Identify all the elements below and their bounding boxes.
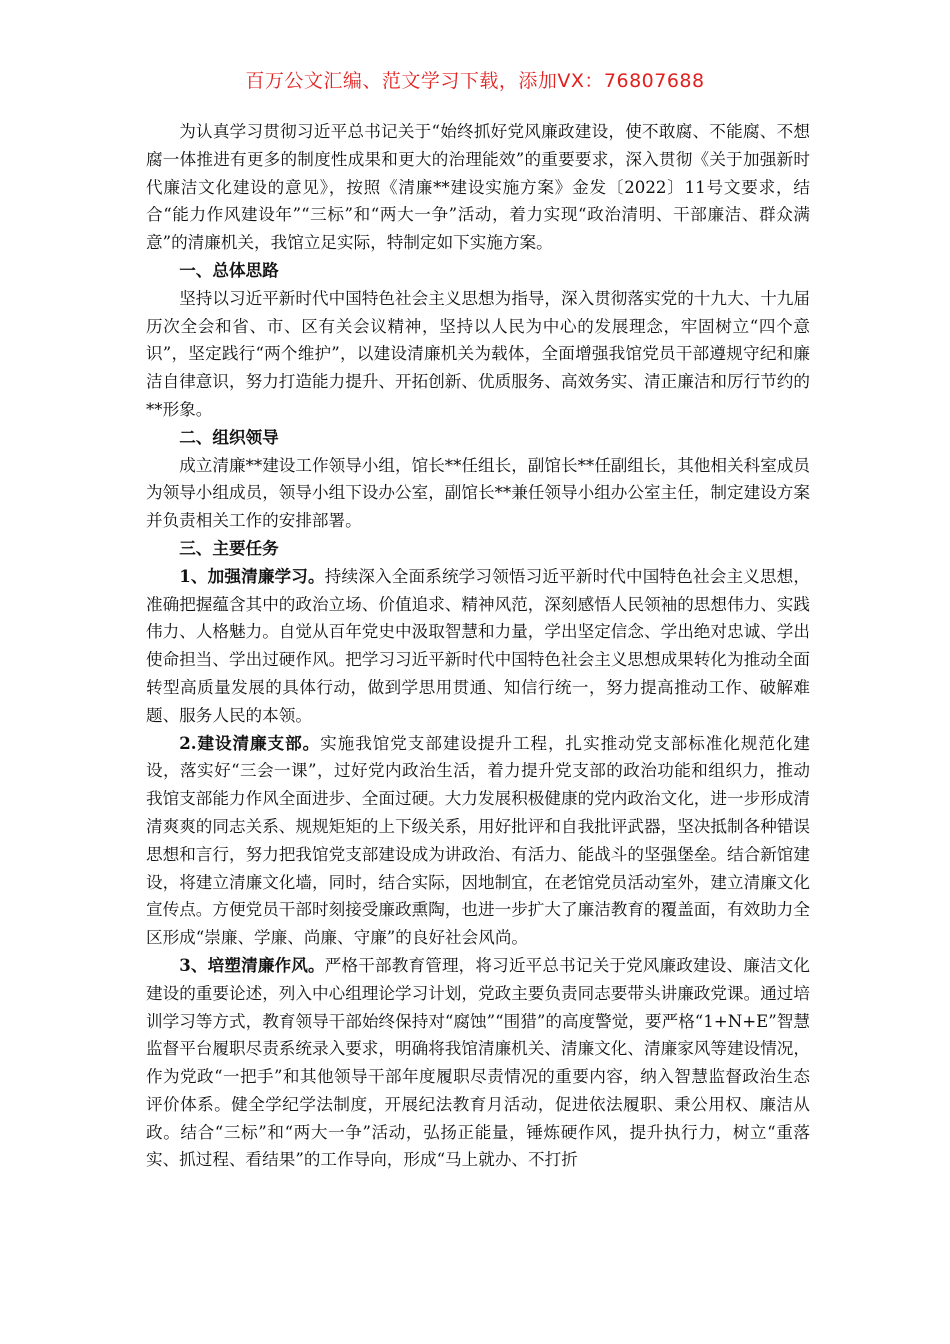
section-heading-overall: 一、总体思路 <box>179 259 279 280</box>
task-text-1: 持续深入全面系统学习领悟习近平新时代中国特色社会主义思想，准确把握蕴含其中的政治立场、价值追求、精神风范，深刻感悟人民领袖的思想伟力、实践伟力、人格魅力。自觉从百年党史中汲取智慧和力量，学出坚定信念、学出绝对忠诚、学出使命担当、学出过硬作风。把学习习近平新时代中国特色社会主义思想成果转化为推动全面转型高质量发展的具体行动，做到学思用贯通、知信行统一，努力提高推动工作、破解难题、服务人民的本领。 <box>146 566 811 725</box>
watermark-banner: 百万公文汇编、范文学习下载，添加VX：76807688 <box>245 70 705 92</box>
task-text-3: 严格干部教育管理，将习近平总书记关于党风廉政建设、廉洁文化建设的重要论述，列入中心组理论学习计划，党政主要负责同志要带头讲廉政党课。通过培训学习等方式，教育领导干部始终保持对“腐蚀”“围猎”的高度警觉，要严格“1+N+E”智慧监督平台履职尽责系统录入要求，明确将我馆清廉机关、清廉文化、清廉家风等建设情况，作为党政“一把手”和其他领导干部年度履职尽责情况的重要内容，纳入智慧监督政治生态评价体系。健全学纪学法制度，开展纪法教育月活动，促进依法履职、秉公用权、廉洁从政。结合“三标”和“两大一争”活动，弘扬正能量，锤炼硬作风，提升执行力，树立“重落实、抓过程、看结果”的工作导向，形成“马上就办、不打折 <box>146 955 811 1170</box>
intro-paragraph: 为认真学习贯彻习近平总书记关于“始终抓好党风廉政建设，使不敢腐、不能腐、不想腐一体推进有更多的制度性成果和更大的治理能效”的重要要求，深入贯彻《关于加强新时代廉洁文化建设的意见》，按照《清廉**建设实施方案》金发〔2022〕11号文要求，结合“能力作风建设年”“三标”和“两大一争”活动，着力实现“政治清明、干部廉洁、群众满意”的清廉机关，我馆立足实际，特制定如下实施方案。 <box>146 122 810 253</box>
task-paragraph-1 <box>146 563 810 730</box>
task-paragraph-3 <box>146 952 810 1174</box>
task-text-2: 实施我馆党支部建设提升工程，扎实推动党支部标准化规范化建设，落实好“三会一课”，过好党内政治生活，着力提升党支部的政治功能和组织力，推动我馆支部能力作风全面进步、全面过硬。大力发展积极健康的党内政治文化，进一步形成清清爽爽的同志关系、规规矩矩的上下级关系，用好批评和自我批评武器，坚决抵制各种错误思想和言行，努力把我馆党支部建设成为讲政治、有活力、能战斗的坚强堡垒。结合新馆建设，将建立清廉文化墙，同时，结合实际，因地制宜，在老馆党员活动室外，建立清廉文化宣传点。方便党员干部时刻接受廉政熏陶，也进一步扩大了廉洁教育的覆盖面，有效助力全区形成“崇廉、学廉、尚廉、守廉”的良好社会风尚。 <box>146 733 811 948</box>
document-body <box>146 118 810 1174</box>
task-lead-3: 3、培塑清廉作风。 <box>179 954 325 975</box>
section-heading-leadership: 二、组织领导 <box>179 426 279 447</box>
task-lead-2: 2.建设清廉支部。 <box>179 732 321 753</box>
task-paragraph-2 <box>146 730 810 952</box>
section-heading-tasks: 三、主要任务 <box>179 537 279 558</box>
section-paragraph-leadership: 成立清廉**建设工作领导小组，馆长**任组长，副馆长**任副组长，其他相关科室成员为领导小组成员，领导小组下设办公室，副馆长**兼任领导小组办公室主任，制定建设方案并负责相关工作的安排部署。 <box>146 455 810 531</box>
task-lead-1: 1、加强清廉学习。 <box>179 565 325 586</box>
section-paragraph-overall: 坚持以习近平新时代中国特色社会主义思想为指导，深入贯彻落实党的十九大、十九届历次全会和省、市、区有关会议精神，坚持以人民为中心的发展理念，牢固树立“四个意识”，坚定践行“两个维护”，以建设清廉机关为载体，全面增强我馆党员干部遵规守纪和廉洁自律意识，努力打造能力提升、开拓创新、优质服务、高效务实、清正廉洁和厉行节约的**形象。 <box>146 288 810 419</box>
